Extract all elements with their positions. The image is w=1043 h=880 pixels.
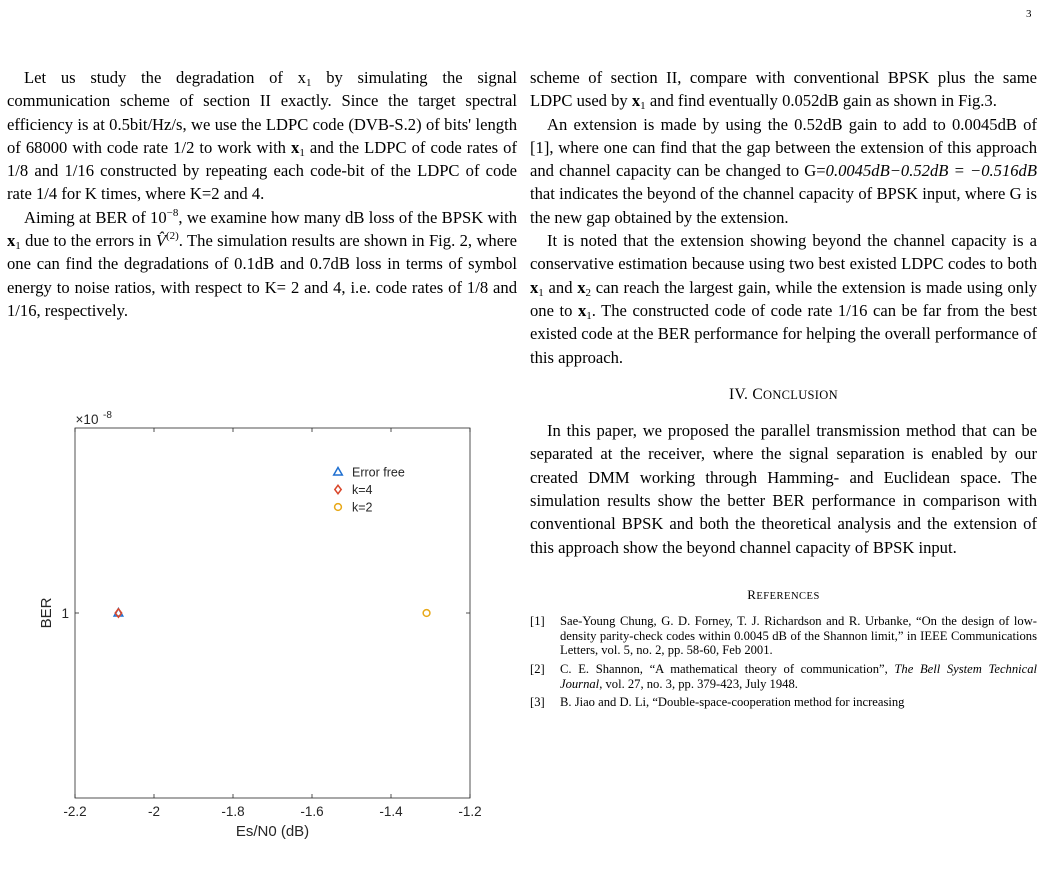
right-column (530, 66, 1037, 714)
paragraph-degradation-study: Let us study the degradation of $x_1$ by simulating the signal communication scheme of section II exactly. Since the target spectral efficiency is at 0.5bit/Hz/s, we use the LDPC code (DVB-S.2) of bits' length of 68000 with code rate 1/2 to work with $x_1$ and the LDPC of code rates of 1/8 and 1/16 constructed by repeating each code-bit of the LDPC of code rate 1/4 for K times, where K=2 and 4. (7, 68, 517, 204)
ber-scatter-chart (20, 405, 520, 875)
legend-marker (335, 485, 341, 493)
paragraph-conclusion: In this paper, we proposed the parallel transmission method that can be separated at the receiver, where the signal separation is enabled by our created DMM working through Hamming- and Euclidean space. The simulation results show the better BER performance in comparison with conventional BPSK and both the theoretical analysis and the extension of this approach show the beyond channel capacity of BPSK input. (530, 421, 1037, 557)
legend-label: k=2 (352, 500, 373, 515)
x-tick-label: -2 (147, 804, 161, 819)
paragraph-conservative-estimation: It is noted that the extension showing beyond the channel capacity is a conservative estimation because using two best existed LDPC codes to both $x_1$ and $x_2$ can reach the largest gain, while the extension is made using only one to $x_1$. The constructed code of code rate 1/16 can be far from the best existed code at the BER performance for helping the overall performance of this approach. (530, 231, 1038, 367)
x-axis-label: Es/N0 (dB) (235, 823, 310, 840)
legend-marker (335, 504, 342, 511)
paragraph-ber-aiming: Aiming at BER of $10^{-8}$, we examine how many dB loss of the BPSK with $x_1$ due to the errors in V̂$^{(2)}$. The simulation results are shown in Fig. 2, where one can find the degradations of 0.1dB and 0.7dB loss in terms of symbol energy to noise ratios, with respect to K= 2 and 4, i.e. code rates of 1/8 and 1/16, respectively. (7, 206, 517, 320)
data-point-k-2 (423, 610, 430, 617)
y-axis-label: BER (38, 597, 55, 629)
x-tick-label: -1.4 (379, 804, 403, 819)
x-tick-label: -1.8 (221, 804, 245, 819)
paragraph-scheme-continuation: scheme of section II, compare with conventional BPSK plus the same LDPC used by $x_1$ and find eventually 0.052dB gain as shown in Fig.3. (530, 68, 1037, 113)
page-number: 3 (1026, 8, 1032, 20)
y-tick-label: 1 (61, 606, 69, 621)
references-heading: REFERENCES (747, 586, 820, 602)
y-exponent-prefix: ×10 (75, 412, 99, 427)
x-tick-label: -1.6 (300, 804, 324, 819)
ber-figure (20, 405, 520, 875)
legend-marker (334, 468, 343, 476)
plot-frame (75, 428, 470, 798)
reference-item: [3] B. Jiao and D. Li, “Double-space-cooperation method for increasing (530, 695, 905, 710)
x-tick-label: -2.2 (63, 804, 87, 819)
left-column (7, 66, 517, 322)
references-list (530, 614, 1037, 710)
x-tick-label: -1.2 (458, 804, 482, 819)
legend-label: Error free (352, 465, 405, 480)
paragraph-extension: An extension is made by using the 0.52dB gain to add to 0.0045dB of [1], where one can find that the gap between the extension of this approach and channel capacity can be changed to G=0.0045dB−0.52dB = −0.516dB that indicates the beyond of the channel capacity of BPSK input, where G is the new gap obtained by the extension. (530, 114, 1037, 227)
section-heading-conclusion: IV. CONCLUSION (729, 385, 838, 403)
reference-item: [1] Sae-Young Chung, G. D. Forney, T. J. Richardson and R. Urbanke, “On the design of low-density parity-check codes within 0.0045 dB of the Shannon limit,” in IEEE Communications Letters, vol. 5, no. 2, pp. 58-60, Feb 2001. (530, 614, 1037, 658)
y-exponent: -8 (103, 410, 112, 421)
legend-label: k=4 (352, 483, 373, 497)
reference-item: [2] C. E. Shannon, “A mathematical theory of communication”, The Bell System Technical Journal, vol. 27, no. 3, pp. 379-423, July 1948. (530, 662, 1038, 691)
